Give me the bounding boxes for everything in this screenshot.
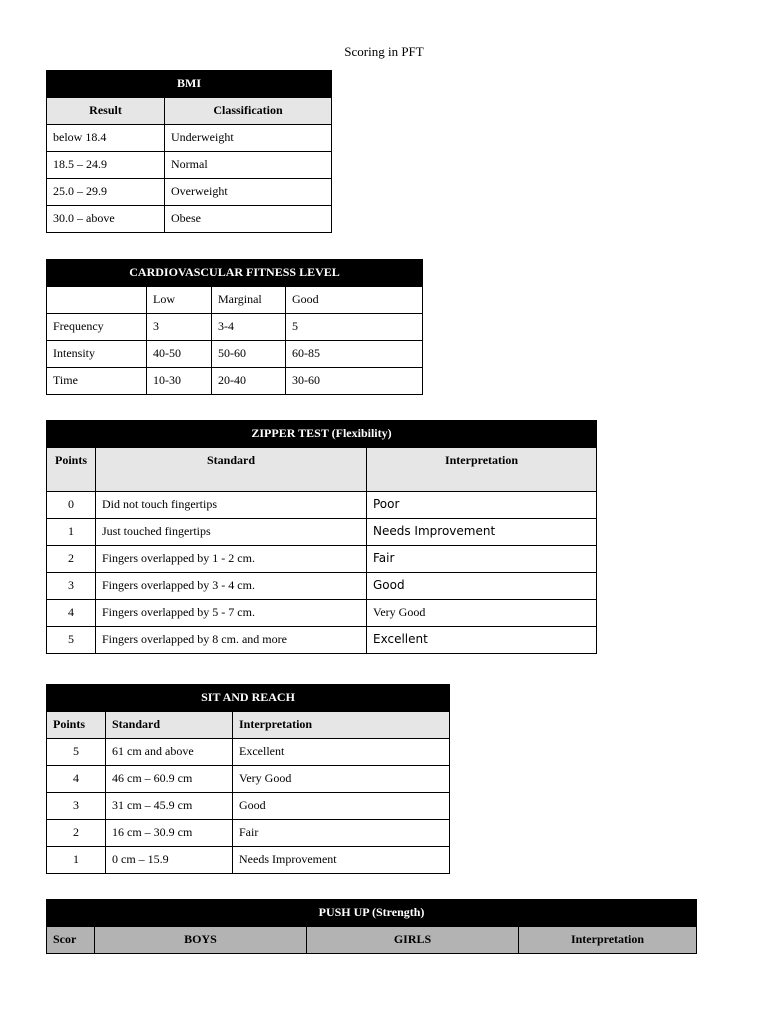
table-cell: Time <box>47 368 147 395</box>
table-cell: Good <box>233 793 450 820</box>
table-cell: below 18.4 <box>47 125 165 152</box>
table-cell: Excellent <box>367 627 597 654</box>
table-cell: 60-85 <box>286 341 423 368</box>
bmi-header-result: Result <box>47 98 165 125</box>
cardio-header-marginal: Marginal <box>212 287 286 314</box>
table-cell: 3 <box>147 314 212 341</box>
bmi-title: BMI <box>47 71 332 98</box>
table-cell: 2 <box>47 546 96 573</box>
zipper-title: ZIPPER TEST (Flexibility) <box>47 421 597 448</box>
table-cell: 2 <box>47 820 106 847</box>
push-up-header-boys: BOYS <box>95 927 307 954</box>
table-cell: 30.0 – above <box>47 206 165 233</box>
sit-reach-table <box>46 684 450 874</box>
table-cell: Just touched fingertips <box>96 519 367 546</box>
table-cell: 5 <box>47 739 106 766</box>
table-cell: Good <box>367 573 597 600</box>
table-cell: 20-40 <box>212 368 286 395</box>
cardio-header-good: Good <box>286 287 423 314</box>
table-cell: 10-30 <box>147 368 212 395</box>
push-up-header-interpretation: Interpretation <box>519 927 697 954</box>
table-cell: Obese <box>165 206 332 233</box>
table-cell: Very Good <box>367 600 597 627</box>
table-cell: Normal <box>165 152 332 179</box>
table-cell: 18.5 – 24.9 <box>47 152 165 179</box>
table-cell: 25.0 – 29.9 <box>47 179 165 206</box>
push-up-header-score: Scor <box>47 927 95 954</box>
table-cell: 40-50 <box>147 341 212 368</box>
table-cell: Fair <box>367 546 597 573</box>
table-cell: 4 <box>47 766 106 793</box>
table-cell: Needs Improvement <box>367 519 597 546</box>
table-cell: Intensity <box>47 341 147 368</box>
table-cell: 61 cm and above <box>106 739 233 766</box>
table-cell: 3 <box>47 573 96 600</box>
table-cell: 5 <box>286 314 423 341</box>
bmi-table <box>46 70 332 233</box>
table-cell: Needs Improvement <box>233 847 450 874</box>
sit-reach-title: SIT AND REACH <box>47 685 450 712</box>
table-cell: Frequency <box>47 314 147 341</box>
table-cell: Fingers overlapped by 1 - 2 cm. <box>96 546 367 573</box>
table-cell: Fingers overlapped by 3 - 4 cm. <box>96 573 367 600</box>
document-title: Scoring in PFT <box>344 44 424 59</box>
push-up-title: PUSH UP (Strength) <box>47 900 697 927</box>
table-cell: 3-4 <box>212 314 286 341</box>
sit-reach-header-points: Points <box>47 712 106 739</box>
table-cell: Very Good <box>233 766 450 793</box>
table-cell: Poor <box>367 492 597 519</box>
sit-reach-header-interpretation: Interpretation <box>233 712 450 739</box>
table-cell: 31 cm – 45.9 cm <box>106 793 233 820</box>
zipper-header-interpretation: Interpretation <box>367 448 597 492</box>
table-cell: Did not touch fingertips <box>96 492 367 519</box>
cardio-title: CARDIOVASCULAR FITNESS LEVEL <box>47 260 423 287</box>
table-cell: Fair <box>233 820 450 847</box>
table-cell: Excellent <box>233 739 450 766</box>
table-cell: 4 <box>47 600 96 627</box>
sit-reach-header-standard: Standard <box>106 712 233 739</box>
table-cell: Fingers overlapped by 5 - 7 cm. <box>96 600 367 627</box>
table-cell: 5 <box>47 627 96 654</box>
table-cell: 1 <box>47 519 96 546</box>
cardio-table <box>46 259 423 395</box>
table-cell: 16 cm – 30.9 cm <box>106 820 233 847</box>
bmi-header-classification: Classification <box>165 98 332 125</box>
table-cell: 0 <box>47 492 96 519</box>
table-cell: 30-60 <box>286 368 423 395</box>
push-up-table <box>46 899 697 954</box>
zipper-header-points: Points <box>47 448 96 492</box>
table-cell: Fingers overlapped by 8 cm. and more <box>96 627 367 654</box>
cardio-header-low: Low <box>147 287 212 314</box>
zipper-header-standard: Standard <box>96 448 367 492</box>
table-cell: 0 cm – 15.9 <box>106 847 233 874</box>
zipper-table <box>46 420 597 654</box>
table-cell: 1 <box>47 847 106 874</box>
table-cell: Underweight <box>165 125 332 152</box>
table-cell: Overweight <box>165 179 332 206</box>
push-up-header-girls: GIRLS <box>307 927 519 954</box>
table-cell: 46 cm – 60.9 cm <box>106 766 233 793</box>
table-cell: 50-60 <box>212 341 286 368</box>
table-cell: 3 <box>47 793 106 820</box>
cardio-header-blank <box>47 287 147 314</box>
